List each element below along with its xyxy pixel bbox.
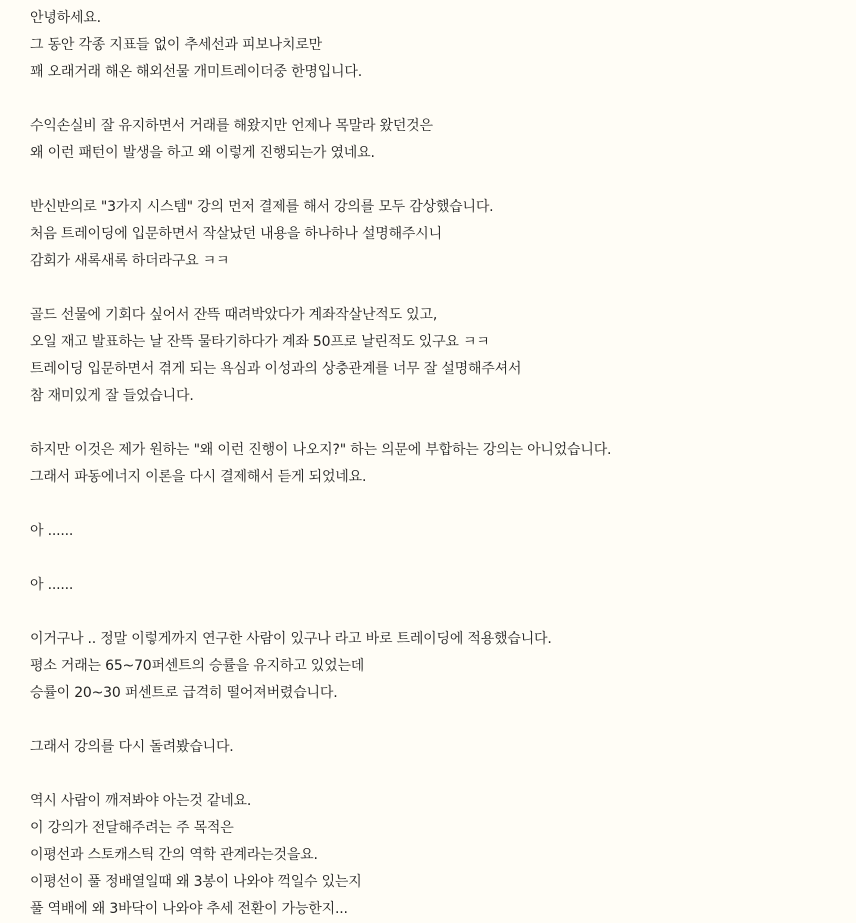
text-line: 그 동안 각종 지표들 없이 추세선과 피보나치로만 bbox=[30, 37, 322, 53]
text-line: 감회가 새록새록 하더라구요 ㅋㅋ bbox=[30, 253, 230, 269]
blank-line bbox=[30, 707, 820, 734]
blank-line bbox=[30, 599, 820, 626]
text-line: 반신반의로 "3가지 시스템" 강의 먼저 결제를 해서 강의를 모두 감상했습니다. bbox=[30, 199, 494, 215]
blank-line bbox=[30, 275, 820, 302]
text-line: 그래서 강의를 다시 돌려봤습니다. bbox=[30, 739, 234, 755]
blank-line bbox=[30, 491, 820, 518]
text-line: 이 강의가 전달해주려는 주 목적은 bbox=[30, 820, 234, 836]
blank-line bbox=[30, 86, 820, 113]
text-line: 이거구나 .. 정말 이렇게까지 연구한 사람이 있구나 라고 바로 트레이딩에 적용했습니다. bbox=[30, 631, 552, 647]
text-line: 이평선이 풀 정배열일때 왜 3봉이 나와야 꺽일수 있는지 bbox=[30, 874, 362, 890]
text-line: 왜 이런 패턴이 발생을 하고 왜 이렇게 진행되는가 였네요. bbox=[30, 145, 375, 161]
text-line: 처음 트레이딩에 입문하면서 작살났던 내용을 하나하나 설명해주시니 bbox=[30, 226, 442, 242]
blank-line bbox=[30, 410, 820, 437]
text-line: 승률이 20~30 퍼센트로 급격히 떨어져버렸습니다. bbox=[30, 685, 338, 701]
text-line: 평소 거래는 65~70퍼센트의 승률을 유지하고 있었는데 bbox=[30, 658, 365, 674]
text-line: 아 ...... bbox=[30, 577, 74, 593]
text-line: 골드 선물에 기회다 싶어서 잔뜩 때려박았다가 계좌작살난적도 있고, bbox=[30, 307, 438, 323]
blank-line bbox=[30, 761, 820, 788]
text-line: 수익손실비 잘 유지하면서 거래를 해왔지만 언제나 목말라 왔던것은 bbox=[30, 118, 433, 134]
text-line: 그래서 파동에너지 이론을 다시 결제해서 듣게 되었네요. bbox=[30, 469, 367, 485]
text-line: 하지만 이것은 제가 원하는 "왜 이런 진행이 나오지?" 하는 의문에 부합하는 강의는 아니었습니다. bbox=[30, 442, 612, 458]
text-line: 오일 재고 발표하는 날 잔뜩 물타기하다가 계좌 50프로 날린적도 있구요 ㅋㅋ bbox=[30, 334, 490, 350]
text-line: 풀 역배에 왜 3바닥이 나와야 추세 전환이 가능한지... bbox=[30, 901, 348, 917]
text-line: 역시 사람이 깨져봐야 아는것 같네요. bbox=[30, 793, 252, 809]
text-line: 안녕하세요. bbox=[30, 10, 101, 26]
blank-line bbox=[30, 167, 820, 194]
text-line: 꽤 오래거래 해온 해외선물 개미트레이더중 한명입니다. bbox=[30, 64, 362, 80]
text-line: 이평선과 스토캐스틱 간의 역학 관계라는것을요. bbox=[30, 847, 318, 863]
text-line: 트레이딩 입문하면서 겪게 되는 욕심과 이성과의 상충관계를 너무 잘 설명해주셔서 bbox=[30, 361, 522, 377]
blank-line bbox=[30, 545, 820, 572]
text-line: 아 ...... bbox=[30, 523, 74, 539]
text-line: 참 재미있게 잘 들었습니다. bbox=[30, 388, 194, 404]
